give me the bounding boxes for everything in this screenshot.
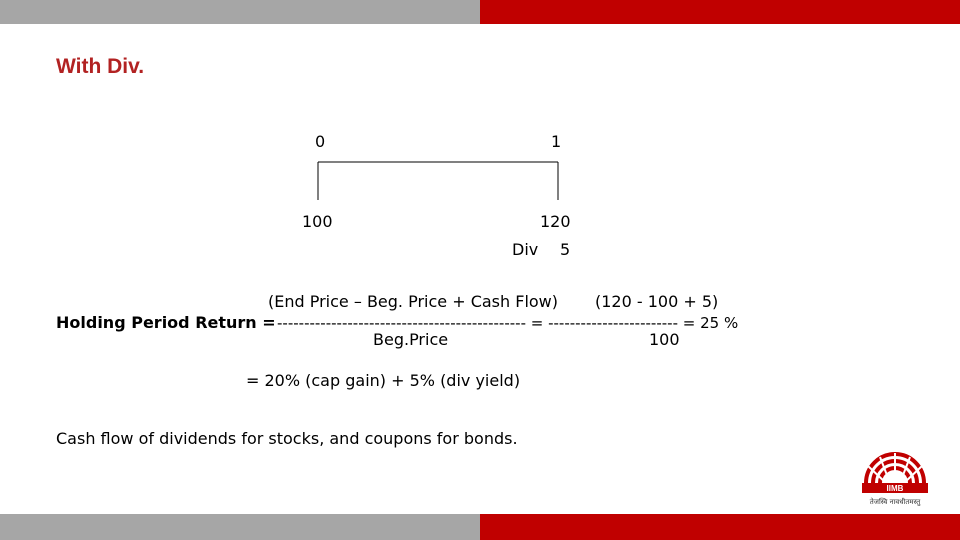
formula-fraction-line: ---------------------------------------------- = ------------------------ = 25 % (277, 314, 739, 332)
return-breakdown: = 20% (cap gain) + 5% (div yield) (246, 371, 521, 390)
formula-numeric-numerator: (120 - 100 + 5) (595, 292, 719, 311)
slide-title: With Div. (56, 55, 145, 78)
dividend-value: 5 (560, 240, 571, 259)
timeline-label-1: 1 (551, 132, 562, 151)
formula-numeric-denominator: 100 (649, 330, 680, 349)
bottom-gray-bar (0, 514, 480, 540)
timeline-label-0: 0 (315, 132, 326, 151)
formula-denominator: Beg.Price (373, 330, 449, 349)
formula-numerator: (End Price – Beg. Price + Cash Flow) (268, 292, 558, 311)
dividend-label: Div (512, 240, 539, 259)
cash-flow-note: Cash flow of dividends for stocks, and coupons for bonds. (56, 429, 518, 448)
bottom-red-bar (480, 514, 960, 540)
logo-motto: तेजस्वि नावधीतमस्तु (869, 498, 921, 506)
holding-period-return-label: Holding Period Return = (56, 313, 276, 332)
logo-text: IIMB (886, 484, 904, 493)
price-at-0: 100 (302, 212, 333, 231)
price-at-1: 120 (540, 212, 571, 231)
iimb-logo (846, 449, 944, 509)
